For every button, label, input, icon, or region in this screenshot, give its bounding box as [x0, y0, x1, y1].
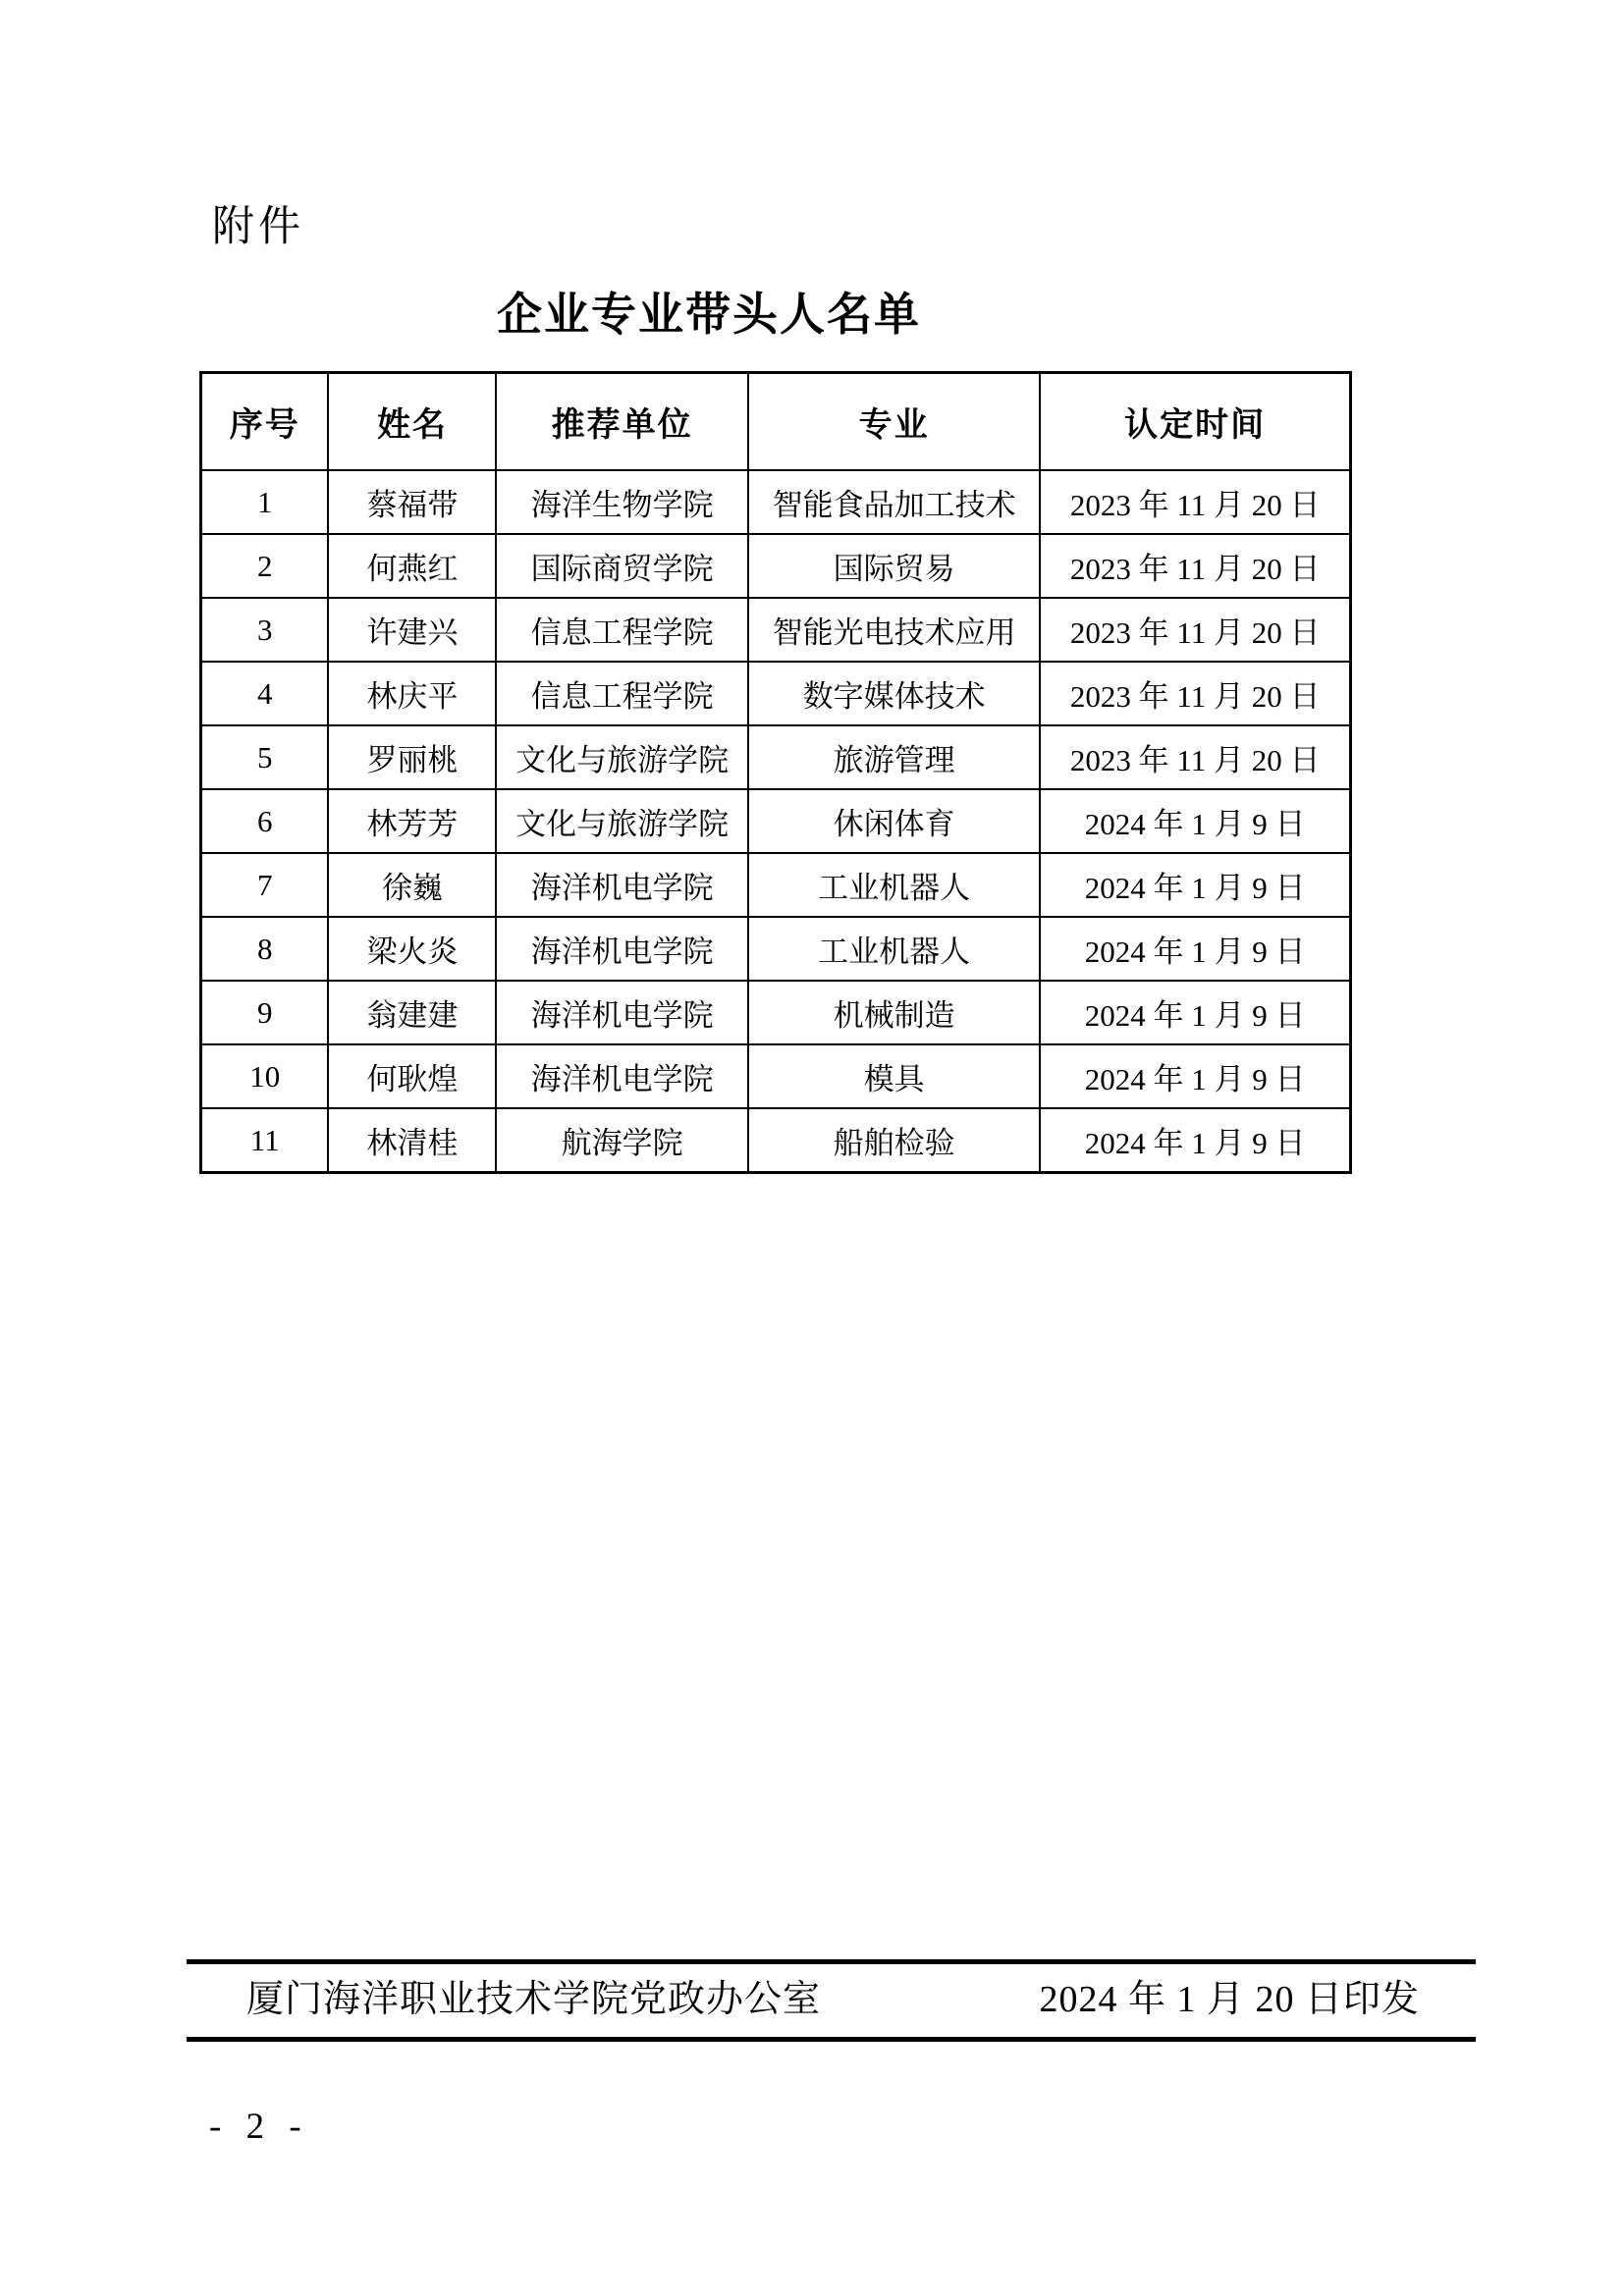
- table-cell: 海洋机电学院: [496, 1044, 747, 1108]
- column-header: 姓名: [328, 373, 496, 471]
- table-row: [201, 1044, 1351, 1108]
- column-header: 专业: [748, 373, 1040, 471]
- page-number: - 2 -: [209, 2107, 309, 2147]
- table-cell: 许建兴: [328, 598, 496, 662]
- table-cell: 海洋生物学院: [496, 470, 747, 534]
- table-cell: 文化与旅游学院: [496, 789, 747, 853]
- table-cell: 2023 年 11 月 20 日: [1040, 534, 1350, 598]
- table-row: [201, 1108, 1351, 1173]
- table-row: [201, 662, 1351, 725]
- table-cell: 智能食品加工技术: [748, 470, 1040, 534]
- attachment-label: 附件: [212, 204, 304, 250]
- table-cell: 文化与旅游学院: [496, 725, 747, 789]
- table-cell: 模具: [748, 1044, 1040, 1108]
- table-cell: 何燕红: [328, 534, 496, 598]
- table-cell: 休闲体育: [748, 789, 1040, 853]
- table-cell: 徐巍: [328, 853, 496, 917]
- table-cell: 2023 年 11 月 20 日: [1040, 662, 1350, 725]
- table-cell: 国际贸易: [748, 534, 1040, 598]
- table-cell: 海洋机电学院: [496, 853, 747, 917]
- table-cell: 3: [201, 598, 329, 662]
- table-cell: 海洋机电学院: [496, 981, 747, 1044]
- table-row: [201, 853, 1351, 917]
- table-cell: 船舶检验: [748, 1108, 1040, 1173]
- table-cell: 2: [201, 534, 329, 598]
- table-row: [201, 917, 1351, 981]
- table-cell: 工业机器人: [748, 853, 1040, 917]
- table-cell: 7: [201, 853, 329, 917]
- table-cell: 4: [201, 662, 329, 725]
- table-cell: 信息工程学院: [496, 662, 747, 725]
- table-row: [201, 470, 1351, 534]
- footer-bottom-rule: [187, 2037, 1476, 2042]
- table-cell: 何耿煌: [328, 1044, 496, 1108]
- footer-top-rule: [187, 1959, 1476, 1964]
- table-cell: 航海学院: [496, 1108, 747, 1173]
- table-cell: 罗丽桃: [328, 725, 496, 789]
- table-cell: 蔡福带: [328, 470, 496, 534]
- table-cell: 2023 年 11 月 20 日: [1040, 598, 1350, 662]
- table-cell: 翁建建: [328, 981, 496, 1044]
- table-cell: 林庆平: [328, 662, 496, 725]
- table-cell: 机械制造: [748, 981, 1040, 1044]
- column-header: 序号: [201, 373, 329, 471]
- table-row: [201, 534, 1351, 598]
- table-cell: 海洋机电学院: [496, 917, 747, 981]
- table-cell: 林清桂: [328, 1108, 496, 1173]
- footer-print-date: 2024 年 1 月 20 日印发: [1039, 1979, 1420, 2020]
- roster-table: [199, 371, 1352, 1174]
- footer-issuer: 厦门海洋职业技术学院党政办公室: [246, 1979, 822, 2020]
- table-cell: 9: [201, 981, 329, 1044]
- table-cell: 2024 年 1 月 9 日: [1040, 1108, 1350, 1173]
- table-cell: 11: [201, 1108, 329, 1173]
- table-cell: 2024 年 1 月 9 日: [1040, 1044, 1350, 1108]
- table-row: [201, 725, 1351, 789]
- column-header: 推荐单位: [496, 373, 747, 471]
- table-cell: 2024 年 1 月 9 日: [1040, 917, 1350, 981]
- header-row: [201, 373, 1351, 471]
- table-row: [201, 598, 1351, 662]
- table-cell: 2024 年 1 月 9 日: [1040, 789, 1350, 853]
- table-cell: 2024 年 1 月 9 日: [1040, 981, 1350, 1044]
- column-header: 认定时间: [1040, 373, 1350, 471]
- table-cell: 2023 年 11 月 20 日: [1040, 725, 1350, 789]
- table-cell: 林芳芳: [328, 789, 496, 853]
- table-row: [201, 981, 1351, 1044]
- table-cell: 2023 年 11 月 20 日: [1040, 470, 1350, 534]
- table-cell: 1: [201, 470, 329, 534]
- table-cell: 数字媒体技术: [748, 662, 1040, 725]
- table-cell: 10: [201, 1044, 329, 1108]
- table-cell: 2024 年 1 月 9 日: [1040, 853, 1350, 917]
- table-cell: 8: [201, 917, 329, 981]
- table-cell: 梁火炎: [328, 917, 496, 981]
- page-title: 企业专业带头人名单: [497, 290, 921, 340]
- table-cell: 工业机器人: [748, 917, 1040, 981]
- table-cell: 信息工程学院: [496, 598, 747, 662]
- table-cell: 6: [201, 789, 329, 853]
- table-cell: 国际商贸学院: [496, 534, 747, 598]
- table-body: [201, 470, 1351, 1173]
- table-cell: 智能光电技术应用: [748, 598, 1040, 662]
- table-cell: 5: [201, 725, 329, 789]
- table-cell: 旅游管理: [748, 725, 1040, 789]
- table-row: [201, 789, 1351, 853]
